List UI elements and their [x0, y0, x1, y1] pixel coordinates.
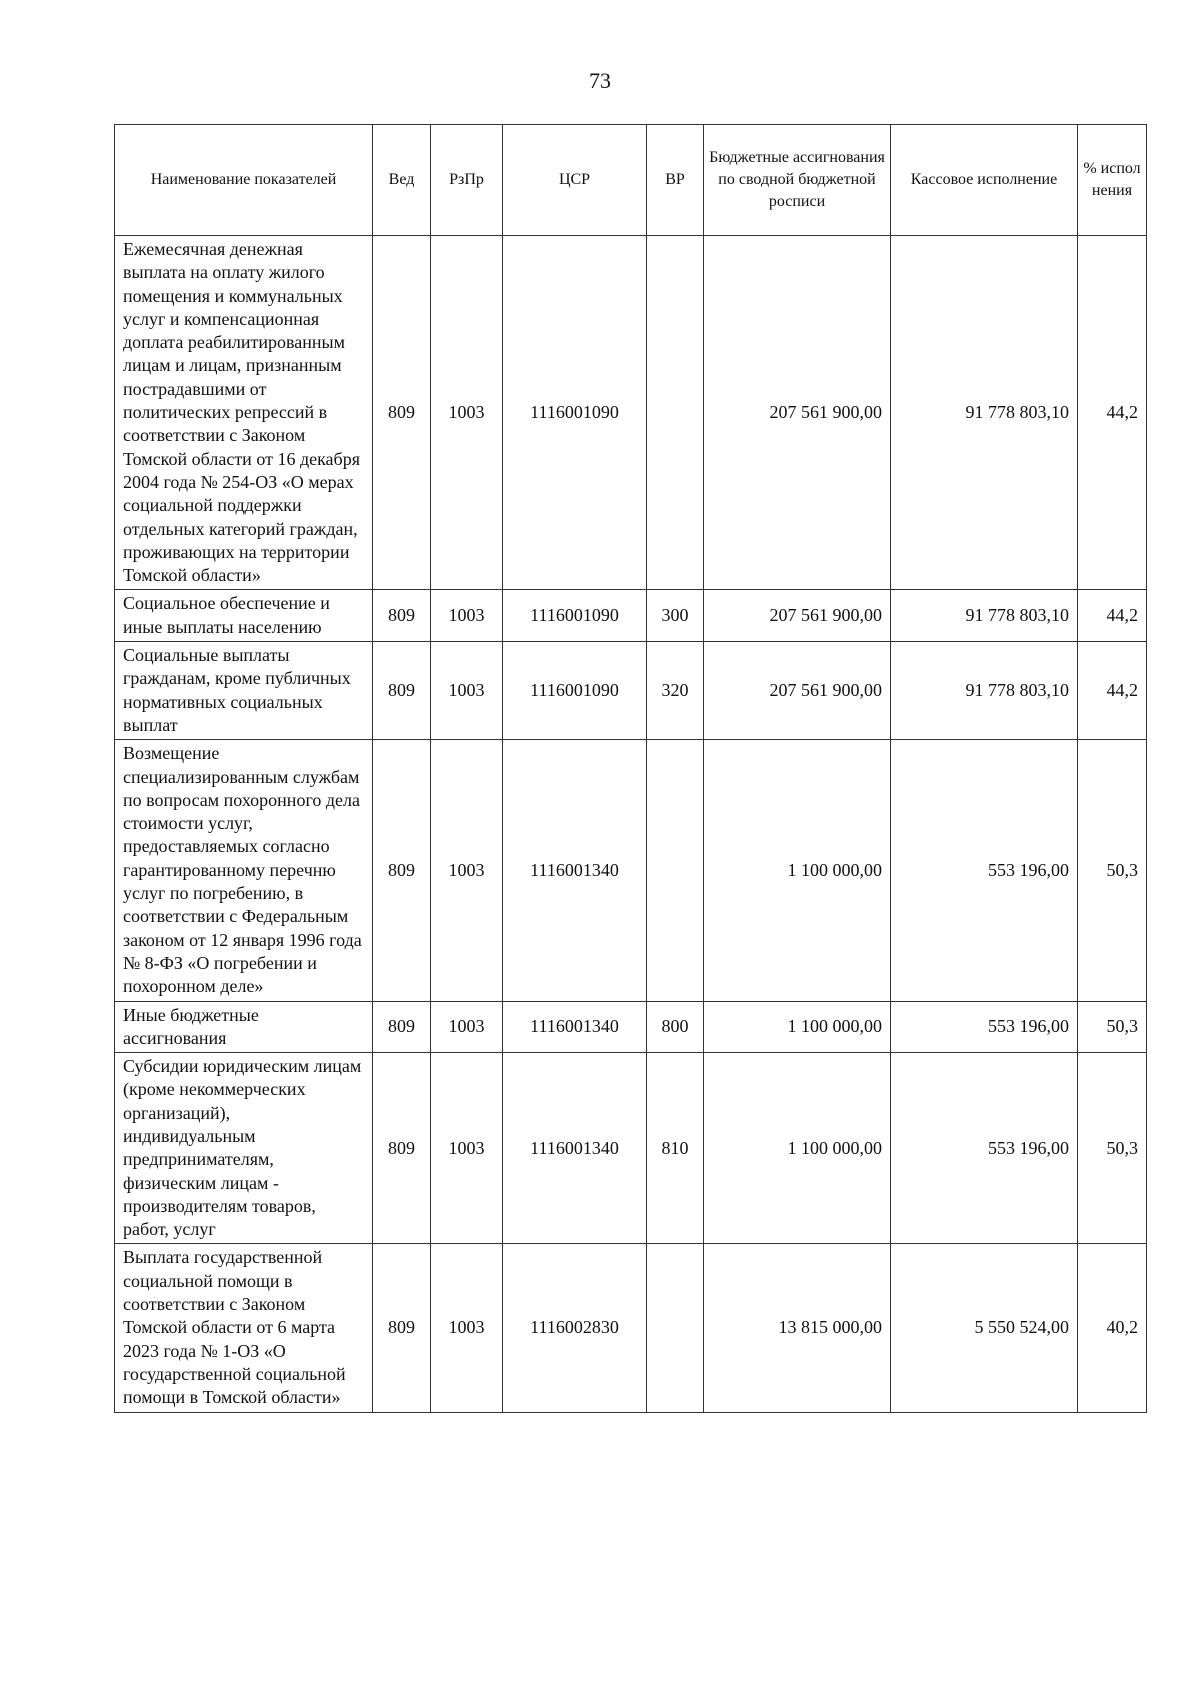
row-percent: 50,3: [1078, 740, 1147, 1001]
table-row: [115, 642, 1147, 740]
row-name: Субсидии юридическим лицам (кроме некоммерческих организаций), индивидуальным предпринимателям, физическим лицам - производителям товаров, работ, услуг: [115, 1053, 373, 1244]
row-vr: 800: [647, 1001, 704, 1053]
header-budget: Бюджетные ассигнования по сводной бюджетной росписи: [704, 125, 891, 236]
row-budget: 207 561 900,00: [704, 590, 891, 642]
row-ved: 809: [373, 1244, 431, 1412]
row-cash: 5 550 524,00: [891, 1244, 1078, 1412]
row-vr: [647, 236, 704, 590]
row-name: Социальное обеспечение и иные выплаты населению: [115, 590, 373, 642]
row-csr: 1116001090: [503, 236, 647, 590]
row-cash: 91 778 803,10: [891, 590, 1078, 642]
row-name: Социальные выплаты гражданам, кроме публичных нормативных социальных выплат: [115, 642, 373, 740]
row-budget: 1 100 000,00: [704, 1053, 891, 1244]
row-budget: 1 100 000,00: [704, 740, 891, 1001]
row-rzpr: 1003: [431, 1053, 503, 1244]
row-percent: 40,2: [1078, 1244, 1147, 1412]
row-name: Возмещение специализированным службам по вопросам похоронного дела стоимости услуг, предоставляемых согласно гарантированному перечню услуг по погребению, в соответствии с Федеральным законом от 12 января 1996 года № 8-ФЗ «О погребении и похоронном деле»: [115, 740, 373, 1001]
row-vr: 300: [647, 590, 704, 642]
row-ved: 809: [373, 740, 431, 1001]
row-csr: 1116001340: [503, 1001, 647, 1053]
row-cash: 553 196,00: [891, 1001, 1078, 1053]
row-csr: 1116002830: [503, 1244, 647, 1412]
row-name: Ежемесячная денежная выплата на оплату жилого помещения и коммунальных услуг и компенсационная доплата реабилитированным лицам и лицам, признанным пострадавшими от политических репрессий в соответствии с Законом Томской области от 16 декабря 2004 года № 254-ОЗ «О мерах социальной поддержки отдельных категорий граждан, проживающих на территории Томской области»: [115, 236, 373, 590]
row-cash: 553 196,00: [891, 740, 1078, 1001]
table-row: [115, 1244, 1147, 1412]
row-percent: 44,2: [1078, 590, 1147, 642]
row-vr: [647, 740, 704, 1001]
row-ved: 809: [373, 236, 431, 590]
header-csr: ЦСР: [503, 125, 647, 236]
row-rzpr: 1003: [431, 1244, 503, 1412]
header-percent: % испол нения: [1078, 125, 1147, 236]
row-vr: [647, 1244, 704, 1412]
budget-execution-table: [114, 124, 1147, 1413]
table-row: [115, 1001, 1147, 1053]
header-name: Наименование показателей: [115, 125, 373, 236]
row-rzpr: 1003: [431, 1001, 503, 1053]
row-rzpr: 1003: [431, 236, 503, 590]
row-ved: 809: [373, 1053, 431, 1244]
row-csr: 1116001340: [503, 1053, 647, 1244]
row-percent: 44,2: [1078, 642, 1147, 740]
row-budget: 13 815 000,00: [704, 1244, 891, 1412]
row-name: Выплата государственной социальной помощи в соответствии с Законом Томской области от 6 марта 2023 года № 1-ОЗ «О государственной социальной помощи в Томской области»: [115, 1244, 373, 1412]
table-row: [115, 740, 1147, 1001]
row-ved: 809: [373, 590, 431, 642]
header-cash: Кассовое исполнение: [891, 125, 1078, 236]
row-rzpr: 1003: [431, 590, 503, 642]
row-cash: 91 778 803,10: [891, 642, 1078, 740]
row-rzpr: 1003: [431, 642, 503, 740]
row-vr: 320: [647, 642, 704, 740]
row-budget: 207 561 900,00: [704, 642, 891, 740]
row-ved: 809: [373, 642, 431, 740]
row-name: Иные бюджетные ассигнования: [115, 1001, 373, 1053]
row-csr: 1116001090: [503, 642, 647, 740]
header-ved: Вед: [373, 125, 431, 236]
row-budget: 207 561 900,00: [704, 236, 891, 590]
row-percent: 50,3: [1078, 1001, 1147, 1053]
header-rzpr: РзПр: [431, 125, 503, 236]
row-cash: 553 196,00: [891, 1053, 1078, 1244]
table-header-row: [115, 125, 1147, 236]
table-row: [115, 590, 1147, 642]
row-ved: 809: [373, 1001, 431, 1053]
row-rzpr: 1003: [431, 740, 503, 1001]
row-csr: 1116001340: [503, 740, 647, 1001]
row-budget: 1 100 000,00: [704, 1001, 891, 1053]
header-vr: ВР: [647, 125, 704, 236]
page-number: 73: [589, 68, 611, 93]
row-cash: 91 778 803,10: [891, 236, 1078, 590]
row-percent: 50,3: [1078, 1053, 1147, 1244]
row-vr: 810: [647, 1053, 704, 1244]
table-row: [115, 236, 1147, 590]
row-percent: 44,2: [1078, 236, 1147, 590]
table-row: [115, 1053, 1147, 1244]
row-csr: 1116001090: [503, 590, 647, 642]
